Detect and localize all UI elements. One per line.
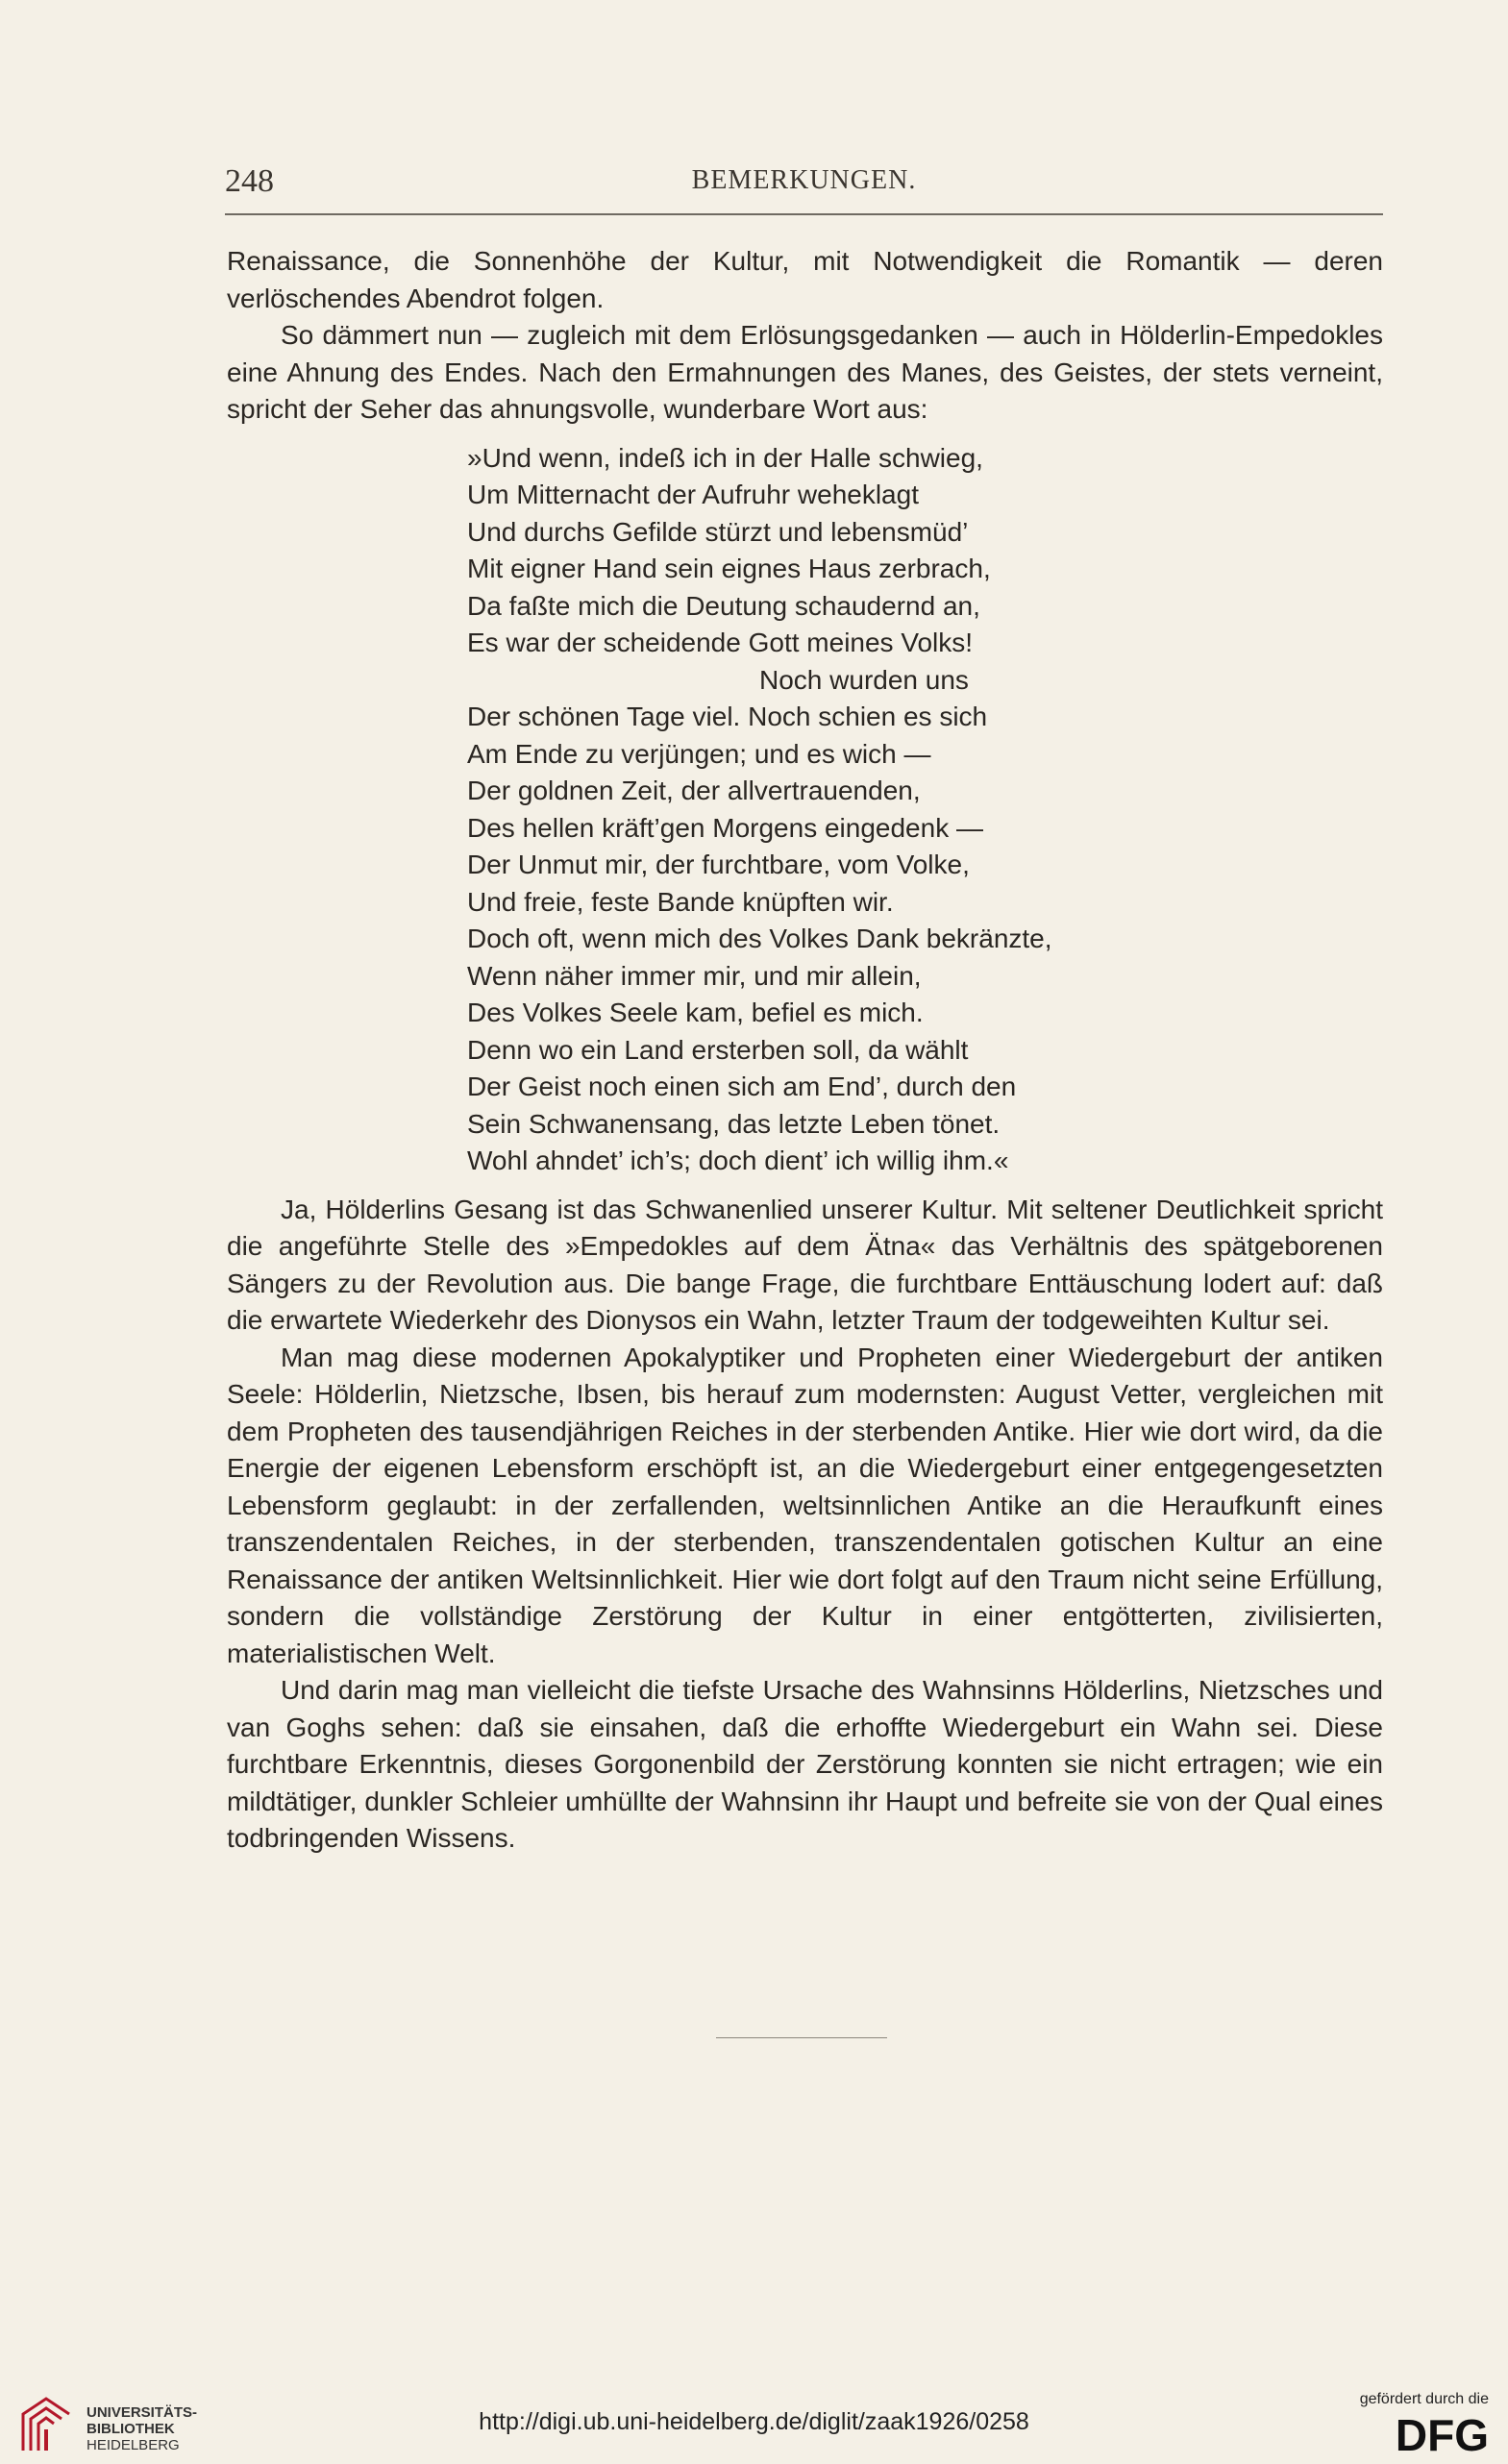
verse-line: Und freie, feste Bande knüpften wir. — [467, 886, 894, 917]
running-title: BEMERKUNGEN. — [691, 165, 917, 195]
page-header — [225, 163, 1383, 215]
verse-quotation — [467, 440, 1383, 1180]
funder-block — [1325, 2391, 1489, 2454]
library-name-line: BIBLIOTHEK — [87, 2421, 175, 2437]
closing-rule — [716, 2037, 887, 2038]
library-name-line: UNIVERSITÄTS- — [87, 2404, 198, 2421]
verse-line: Wenn näher immer mir, und mir allein, — [467, 960, 922, 991]
verse-line: Der goldnen Zeit, der allvertrauenden, — [467, 776, 921, 805]
paragraph-4: Man mag diese modernen Apokalyptiker und Propheten einer Wiedergeburt der antiken Seele: Hölderlin, Nietzsche, Ibsen, bis herauf zum modernsten: August Vetter, vergleichen mit dem Propheten des tausendjährigen Reiches in der sterbenden Antike. Hier wie dort wird, da die Energie der eigenen Lebensform erschöpft ist, an die Wiedergeburt einer entgegengesetzten Lebensform geglaubt: in der zerfallenden, weltsinnlichen Antike an die Heraufkunft eines transzendentalen Reiches, in der sterbenden, transzendentalen gotischen Kultur an eine Renaissance der antiken Weltsinnlichkeit. Hier wie dort folgt auf den Traum nicht seine Erfüllung, sondern die vollständige Zerstörung der Kultur in einer entgötterten, zivilisierten, materialistischen Welt. — [227, 1342, 1383, 1668]
verse-line: Doch oft, wenn mich des Volkes Dank bekränzte, — [467, 924, 1052, 953]
verse-line: Mit eigner Hand sein eignes Haus zerbrach, — [467, 554, 991, 583]
verse-line: Um Mitternacht der Aufruhr weheklagt — [467, 480, 919, 509]
verse-line: Der schönen Tage viel. Noch schien es sich — [467, 702, 988, 731]
dfg-logo-icon — [1345, 2412, 1489, 2454]
verse-line: Denn wo ein Land ersterben soll, da wählt — [467, 1034, 969, 1065]
verse-line: Sein Schwanensang, das letzte Leben tönet. — [467, 1108, 1001, 1139]
dfg-logo-text: DFG — [1395, 2412, 1489, 2454]
paragraph-1: Renaissance, die Sonnenhöhe der Kultur, mit Notwendigkeit die Romantik — deren verlöschendes Abendrot folgen. — [227, 246, 1383, 313]
verse-line: »Und wenn, indeß ich in der Halle schwieg, — [467, 442, 983, 473]
paragraph-3: Ja, Hölderlins Gesang ist das Schwanenlied unserer Kultur. Mit seltener Deutlichkeit spricht die angeführte Stelle des »Empedokles auf dem Ätna« das Verhältnis des spätgeborenen Sängers zu der Revolution aus. Die bange Frage, die furchtbare Enttäuschung lodert auf: daß die erwartete Wiederkehr des Dionysos ein Wahn, letzter Traum der todgeweihten Kultur sei. — [227, 1194, 1383, 1335]
verse-line: Der Unmut mir, der furchtbare, vom Volke, — [467, 850, 970, 879]
verse-line: Am Ende zu verjüngen; und es wich — — [467, 738, 931, 769]
verse-line: Der Geist noch einen sich am End’, durch den — [467, 1072, 1017, 1101]
permalink-url[interactable]: http://digi.ub.uni-heidelberg.de/diglit/zaak1926/0258 — [479, 2408, 1029, 2435]
paragraph-5: Und darin mag man vielleicht die tiefste Ursache des Wahnsinns Hölderlins, Nietzsches und van Goghs sehen: daß sie einsahen, daß die erhoffte Wiedergeburt ein Wahn sei. Diese furchtbare Erkenntnis, dieses Gorgonenbild der Zerstörung konnten sie nicht ertragen; wie ein mildtätiger, dunkler Schleier umhüllte der Wahnsinn ihr Haupt und befreite sie von der Qual eines todbringenden Wissens. — [227, 1675, 1383, 1853]
funder-caption: gefördert durch die — [1359, 2391, 1489, 2407]
verse-line: Noch wurden uns — [759, 664, 969, 695]
verse-line: Es war der scheidende Gott meines Volks! — [467, 628, 974, 657]
paragraph-2: So dämmert nun — zugleich mit dem Erlösungsgedanken — auch in Hölderlin-Empedokles eine Ahnung des Endes. Nach den Ermahnungen des Manes, des Geistes, der stets verneint, spricht der Seher das ahnungsvolle, wunderbare Wort aus: — [227, 320, 1383, 424]
page-number: 248 — [225, 163, 274, 199]
library-name-line: HEIDELBERG — [87, 2437, 180, 2453]
body-text — [227, 243, 1383, 1858]
verse-line: Wohl ahndet’ ich’s; doch dient’ ich willig ihm.« — [467, 1146, 1009, 1175]
digitization-footer — [0, 2391, 1508, 2464]
verse-line: Und durchs Gefilde stürzt und lebensmüd’ — [467, 516, 969, 547]
verse-line: Da faßte mich die Deutung schaudernd an, — [467, 590, 980, 621]
verse-line: Des hellen kräft’gen Morgens eingedenk — — [467, 812, 983, 843]
verse-line: Des Volkes Seele kam, befiel es mich. — [467, 998, 924, 1027]
